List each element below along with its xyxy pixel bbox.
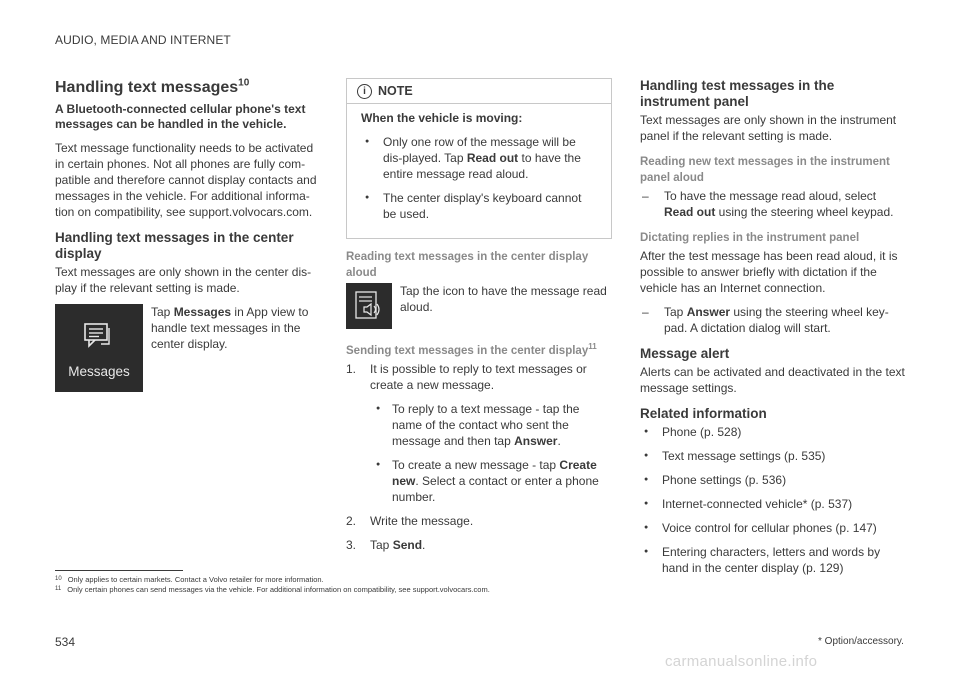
- tap-messages-text: Tap Messages in App view to handle text messages in the center display.: [151, 305, 309, 351]
- instrument-panel-paragraph: Text messages are only shown in the instrument panel if the relevant setting is made.: [640, 113, 897, 143]
- footnote-10: $^{10}$ Only applies to certain markets. Contact a Volvo retailer for more information.: [55, 575, 324, 584]
- column-2: [346, 78, 612, 561]
- message-alert-paragraph: Alerts can be activated and deactivated in the text message settings.: [640, 365, 905, 395]
- related-link[interactable]: ● Entering characters, letters and words by hand in the center display (p. 129): [640, 544, 905, 576]
- answer-instruction: – Tap Answer using the steering wheel key-pad. A dictation dialog will start.: [640, 304, 905, 336]
- read-aloud-row: [346, 283, 612, 329]
- step-2: 2. Write the message.: [346, 513, 474, 528]
- note-bullet-1: ● Only one row of the message will be dis-played. Tap Read out to have the entire message read aloud.: [361, 134, 597, 182]
- message-bubble-icon: [83, 322, 113, 350]
- running-header: AUDIO, MEDIA AND INTERNET: [55, 33, 231, 47]
- read-aloud-text: Tap the icon to have the message read aloud.: [400, 284, 607, 314]
- read-aloud-tile: [346, 283, 392, 329]
- step-1-reply: ● To reply to a text message - tap the name of the contact who sent the message and then tap Answer.: [370, 401, 612, 449]
- sending-steps: [346, 361, 612, 553]
- step-1: 1. It is possible to reply to text messages or create a new message. ● To reply to a text message - tap the name of the contact who sent the message and then tap Answer. ● To create a new message - tap Create new. Select a contact or enter a phone number.: [346, 361, 612, 505]
- reading-new-heading: Reading new text messages in the instrument panel aloud: [640, 156, 890, 184]
- watermark: carmanualsonline.info: [665, 653, 818, 670]
- center-display-heading: Handling text messages in the center display: [55, 230, 294, 261]
- related-link[interactable]: ● Text message settings (p. 535): [640, 448, 905, 464]
- related-link[interactable]: ● Voice control for cellular phones (p. 147): [640, 520, 905, 536]
- read-out-instruction: – To have the message read aloud, select Read out using the steering wheel keypad.: [640, 188, 905, 220]
- page-number: 534: [55, 635, 76, 649]
- related-link[interactable]: ● Internet-connected vehicle* (p. 537): [640, 496, 905, 512]
- center-display-paragraph: Text messages are only shown in the center dis-play if the relevant setting is made.: [55, 265, 312, 295]
- messages-app-tile: [55, 304, 143, 392]
- info-icon: i: [357, 84, 372, 99]
- message-alert-heading: Message alert: [640, 346, 730, 361]
- intro-paragraph: Text message functionality needs to be activated in certain phones. Not all phones are fully com-patible and therefore cannot display contacts and messages in the vehicle. For additional informa-tion on compatibility, see support.volvocars.com.: [55, 141, 317, 219]
- related-link[interactable]: ● Phone (p. 528): [640, 424, 905, 440]
- section-title: Handling text messages$^{10}$: [55, 77, 250, 96]
- option-note: * Option/accessory.: [818, 636, 904, 647]
- instrument-panel-heading: Handling test messages in the instrument panel: [640, 78, 835, 109]
- related-link[interactable]: ● Phone settings (p. 536): [640, 472, 905, 488]
- sending-heading: Sending text messages in the center display$^{11}$: [346, 342, 597, 357]
- messages-tile-label: Messages: [68, 364, 130, 379]
- related-heading: Related information: [640, 406, 767, 421]
- note-box: [346, 78, 612, 239]
- note-condition: When the vehicle is moving:: [361, 111, 523, 125]
- note-title: NOTE: [378, 84, 413, 98]
- dictating-paragraph: After the test message has been read aloud, it is possible to answer briefly with dictation if the vehicle has an Internet connection.: [640, 249, 898, 295]
- dictating-heading: Dictating replies in the instrument panel: [640, 232, 860, 244]
- note-header: [347, 79, 611, 104]
- step-1-create: ● To create a new message - tap Create new. Select a contact or enter a phone number.: [370, 457, 612, 505]
- column-3: [640, 78, 905, 584]
- lead-text: A Bluetooth-connected cellular phone's text messages can be handled in the vehicle.: [55, 102, 306, 131]
- footnote-divider: [55, 570, 183, 571]
- footnote-11: $^{11}$ Only certain phones can send messages via the vehicle. For additional information on compatibility, see support.volvocars.com.: [55, 585, 490, 594]
- note-bullet-2: ● The center display's keyboard cannot be used.: [361, 190, 597, 222]
- column-1: [55, 78, 320, 400]
- speaker-message-icon: [355, 291, 383, 321]
- step-3: 3. Tap Send.: [346, 537, 426, 552]
- related-list: [640, 424, 905, 576]
- read-aloud-heading: Reading text messages in the center display aloud: [346, 251, 589, 279]
- messages-tile-row: [55, 304, 320, 392]
